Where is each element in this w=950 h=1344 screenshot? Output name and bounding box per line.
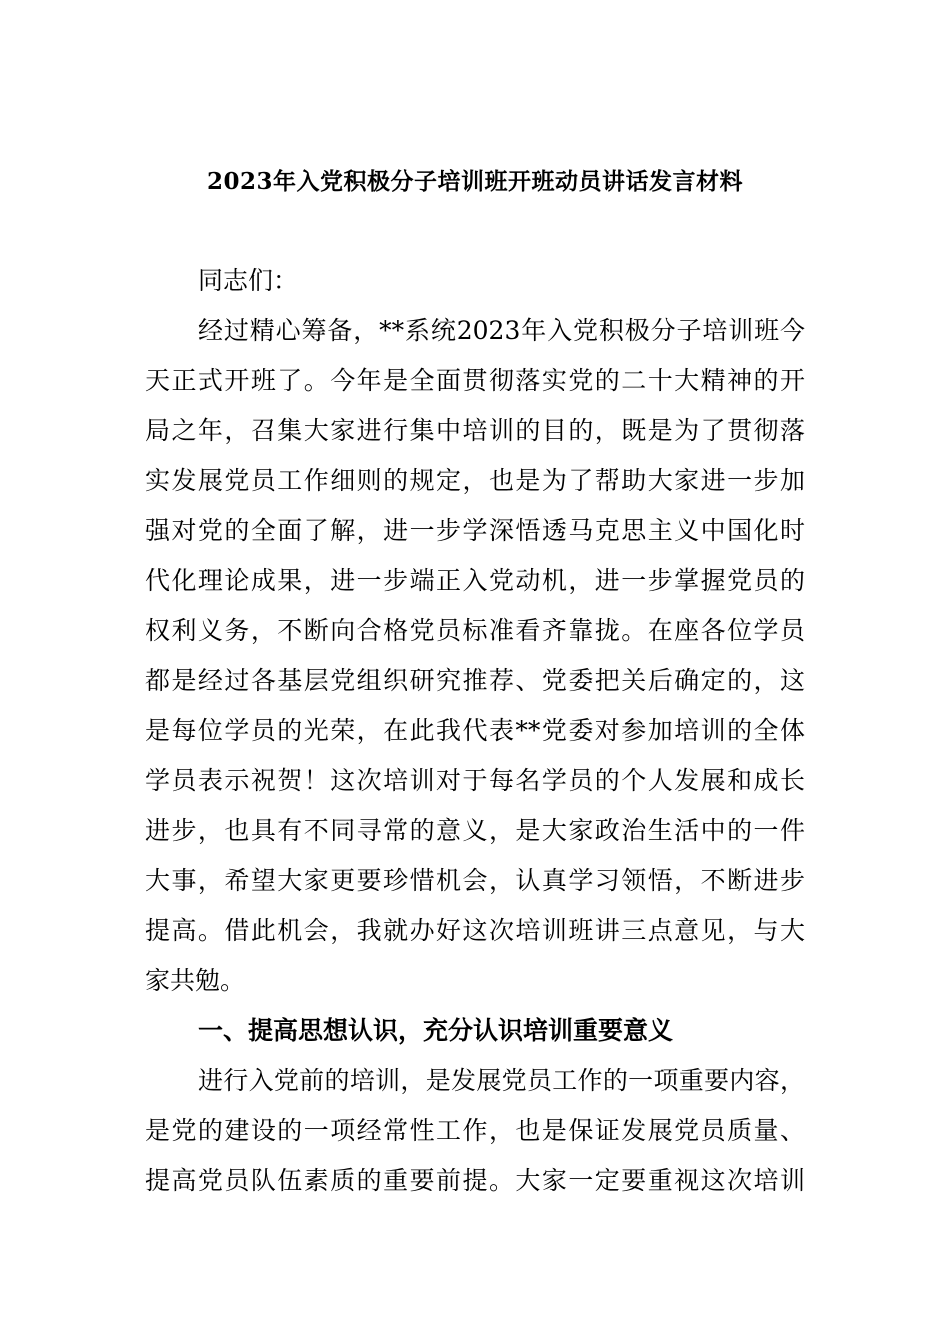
paragraph-line: 提高。借此机会，我就办好这次培训班讲三点意见，与大 [145, 916, 805, 945]
document-title: 2023年入党积极分子培训班开班动员讲话发言材料 [206, 168, 743, 195]
paragraph-line: 学员表示祝贺！这次培训对于每名学员的个人发展和成长 [145, 766, 805, 795]
paragraph-line: 是党的建设的一项经常性工作，也是保证发展党员质量、 [145, 1116, 805, 1145]
paragraph-2 [145, 1056, 805, 1206]
paragraph-line: 天正式开班了。今年是全面贯彻落实党的二十大精神的开 [145, 366, 805, 395]
paragraph-line: 大事，希望大家更要珍惜机会，认真学习领悟，不断进步 [145, 866, 805, 895]
paragraph-line: 是每位学员的光荣，在此我代表**党委对参加培训的全体 [145, 716, 805, 745]
section-heading: 一、提高思想认识，充分认识培训重要意义 [198, 1016, 674, 1045]
paragraph-line: 提高党员队伍素质的重要前提。大家一定要重视这次培训 [145, 1166, 805, 1195]
paragraph-line: 经过精心筹备，**系统2023年入党积极分子培训班今 [198, 316, 805, 345]
salutation: 同志们： [198, 266, 299, 295]
paragraph-line: 进步，也具有不同寻常的意义，是大家政治生活中的一件 [145, 816, 805, 845]
paragraph-1 [145, 306, 805, 1006]
paragraph-line: 强对党的全面了解，进一步学深悟透马克思主义中国化时 [145, 516, 805, 545]
paragraph-line: 实发展党员工作细则的规定，也是为了帮助大家进一步加 [145, 466, 805, 495]
paragraph-line: 都是经过各基层党组织研究推荐、党委把关后确定的，这 [145, 666, 805, 695]
paragraph-line: 权利义务，不断向合格党员标准看齐靠拢。在座各位学员 [145, 616, 805, 645]
paragraph-line: 代化理论成果，进一步端正入党动机，进一步掌握党员的 [145, 566, 805, 595]
paragraph-line: 局之年，召集大家进行集中培训的目的，既是为了贯彻落 [145, 416, 805, 445]
paragraph-line: 家共勉。 [145, 966, 246, 995]
document-body [145, 256, 805, 1206]
paragraph-line: 进行入党前的培训，是发展党员工作的一项重要内容， [198, 1066, 805, 1095]
